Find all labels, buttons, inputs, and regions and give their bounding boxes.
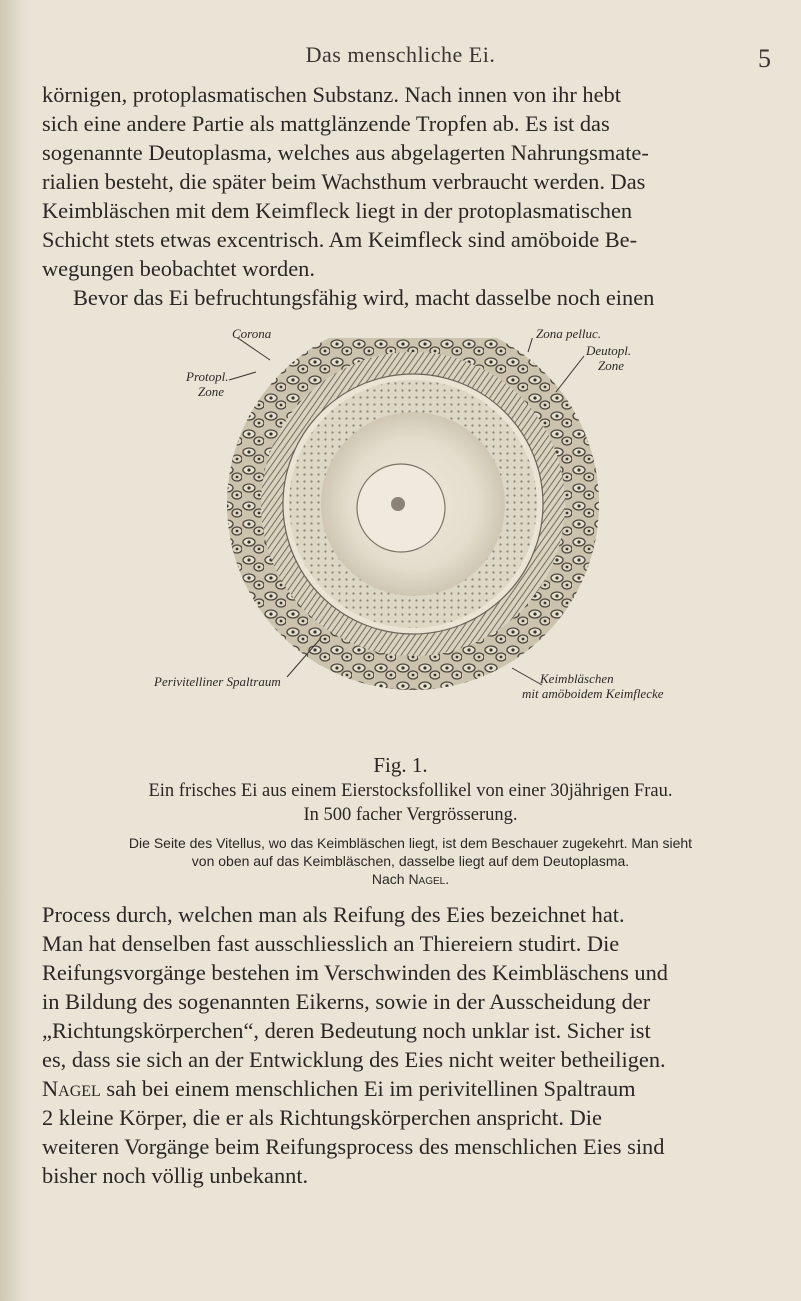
text-segment: sah bei einem menschlichen Ei im perivitellinen Spaltraum [100, 1076, 636, 1101]
page-number: 5 [758, 44, 771, 73]
paragraph-2 [42, 283, 768, 312]
text-line: körnigen, protoplasmatischen Substanz. Nach innen von ihr hebt [42, 82, 621, 107]
label-protoplasm-line-1: Protopl. [186, 369, 229, 384]
label-deutoplasm-zone [586, 343, 631, 373]
note-line: Die Seite des Vitellus, wo das Keimbläschen liegt, ist dem Beschauer zugekehrt. Man sieht [128, 835, 693, 851]
label-perivitelline-space: Perivitelliner Spaltraum [154, 674, 281, 689]
paragraph-1 [42, 80, 768, 283]
label-deutoplasm-line-1: Deutopl. [586, 343, 632, 358]
label-deutoplasm-line-2: Zone [598, 358, 624, 373]
text-line: Man hat denselben fast ausschliesslich an Thiereiern studirt. Die [42, 931, 620, 956]
text-line: „Richtungskörperchen“, deren Bedeutung noch unklar ist. Sicher ist [42, 1018, 651, 1043]
germinal-spot [391, 497, 405, 511]
caption-line: In 500 facher Vergrösserung. [303, 805, 518, 825]
text-line: sogenannte Deutoplasma, welches aus abgelagerten Nahrungsmate- [42, 140, 649, 165]
running-head: Das menschliche Ei. [305, 42, 496, 67]
text-line: 2 kleine Körper, die er als Richtungskörperchen anspricht. Die [42, 1105, 602, 1130]
figure-note [60, 834, 761, 888]
figure-egg-cell [0, 326, 801, 701]
label-protoplasm-line-2: Zone [198, 384, 224, 399]
text-line: es, dass sie sich an der Entwicklung des Eies nicht weiter betheiligen. [42, 1047, 666, 1072]
text-line: wegungen beobachtet worden. [42, 256, 315, 281]
label-zona-pellucida: Zona pelluc. [536, 326, 601, 341]
text-line: Bevor das Ei befruchtungsfähig wird, macht dasselbe noch einen [73, 285, 655, 310]
label-protoplasm-zone [186, 369, 229, 399]
caption-line: Ein frisches Ei aus einem Eierstocksfollikel von einer 30jährigen Frau. [148, 781, 673, 801]
label-corona: Corona [232, 326, 272, 341]
text-line: Keimbläschen mit dem Keimfleck liegt in der protoplasmatischen [42, 198, 633, 223]
note-attribution-name: Nagel. [408, 871, 450, 887]
egg-cell-illustration [0, 338, 801, 698]
label-germinal-line-2: mit amöboidem Keimflecke [522, 686, 664, 701]
text-line: bisher noch völlig unbekannt. [42, 1163, 309, 1188]
text-line: Schicht stets etwas excentrisch. Am Keimfleck sind amöboide Be- [42, 227, 638, 252]
label-germinal-vesicle [522, 671, 664, 701]
text-line: weiteren Vorgänge beim Reifungsprocess des menschlichen Eies sind [42, 1134, 665, 1159]
paragraph-3 [42, 900, 768, 1190]
note-attribution [60, 870, 761, 888]
author-name: Nagel [42, 1076, 101, 1101]
text-line: Reifungsvorgänge bestehen im Verschwinden des Keimbläschens und [42, 960, 668, 985]
label-germinal-line-1: Keimbläschen [540, 671, 614, 686]
text-line: sich eine andere Partie als mattglänzende Tropfen ab. Es ist das [42, 111, 610, 136]
note-line: von oben auf das Keimbläschen, dasselbe liegt auf dem Deutoplasma. [191, 853, 630, 869]
figure-caption [60, 779, 761, 827]
text-line: Process durch, welchen man als Reifung des Eies bezeichnet hat. [42, 902, 625, 927]
text-line: rialien besteht, die später beim Wachsthum verbraucht werden. Das [42, 169, 646, 194]
figure-number: Fig. 1. [373, 753, 428, 777]
text-line: in Bildung des sogenannten Eikerns, sowie in der Ausscheidung der [42, 989, 651, 1014]
text-line [42, 1074, 768, 1103]
note-attribution-prefix: Nach [371, 871, 409, 887]
